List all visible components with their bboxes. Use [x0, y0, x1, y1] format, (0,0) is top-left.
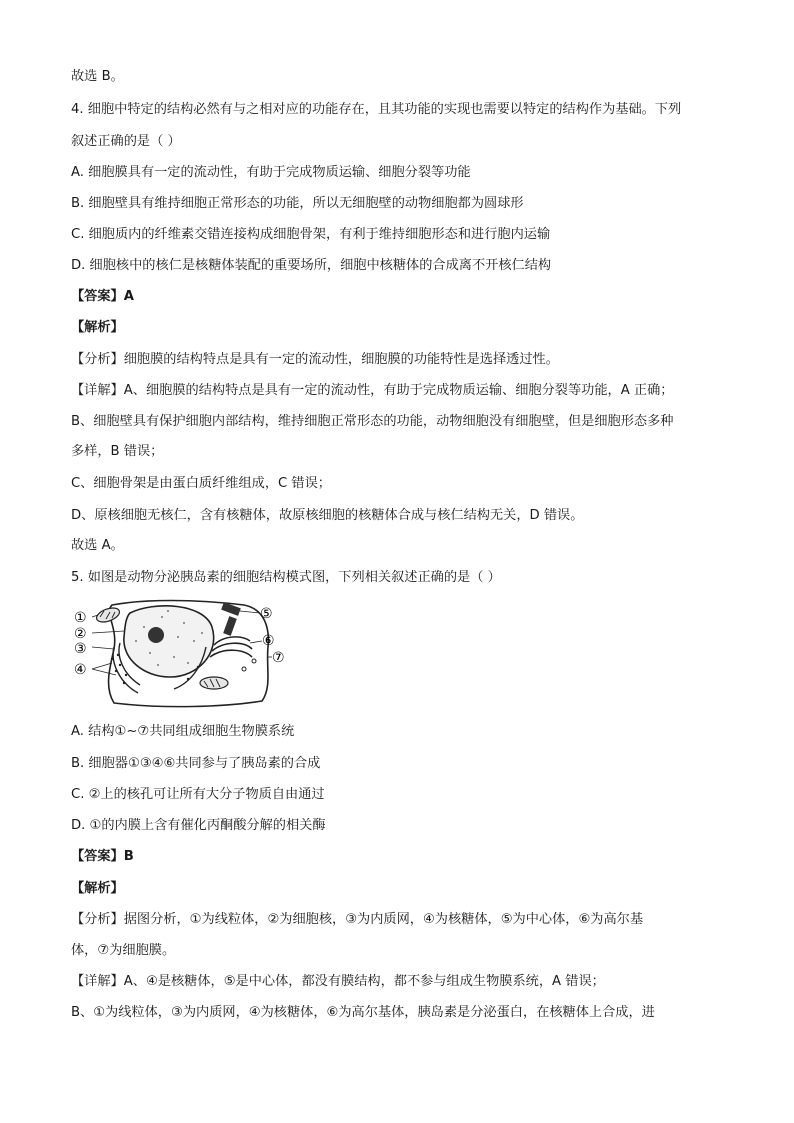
question-4-stem: 4. 细胞中特定的结构必然有与之相对应的功能存在，且其功能的实现也需要以特定的结构作为基础。下列	[71, 102, 682, 117]
label-7: ⑦	[272, 650, 285, 666]
q5-option-d: D. ①的内膜上含有催化丙酮酸分解的相关酶	[71, 818, 326, 833]
detail-text: B、细胞壁具有保护细胞内部结构，维持细胞正常形态的功能，动物细胞没有细胞壁，但是细胞形态多种	[71, 414, 674, 429]
label-4: ④	[74, 662, 87, 678]
detail-text: D、原核细胞无核仁，含有核糖体，故原核细胞的核糖体合成与核仁结构无关，D 错误。	[71, 508, 584, 523]
analysis-label: 【解析】	[71, 881, 124, 896]
cell-structure-figure	[74, 597, 296, 709]
option-a: A. 细胞膜具有一定的流动性，有助于完成物质运输、细胞分裂等功能	[71, 165, 471, 180]
label-2: ②	[74, 626, 87, 642]
detail-text: 多样，B 错误；	[71, 444, 164, 459]
q5-option-b: B. 细胞器①③④⑥共同参与了胰岛素的合成	[71, 756, 321, 771]
detail-text: B、①为线粒体，③为内质网，④为核糖体，⑥为高尔基体，胰岛素是分泌蛋白，在核糖体上合成，进	[71, 1005, 655, 1020]
question-4-stem-cont: 叙述正确的是（ ）	[71, 134, 181, 149]
text-line: 故选 B。	[71, 69, 124, 84]
q5-option-a: A. 结构①~⑦共同组成细胞生物膜系统	[71, 724, 295, 739]
text-line: 故选 A。	[71, 538, 124, 553]
detail-text: 【详解】A、④是核糖体，⑤是中心体，都没有膜结构，都不参与组成生物膜系统，A 错误；	[71, 974, 605, 989]
analysis-label: 【解析】	[71, 320, 124, 335]
answer-label: 【答案】B	[71, 849, 134, 864]
option-c: C. 细胞质内的纤维素交错连接构成细胞骨架，有利于维持细胞形态和进行胞内运输	[71, 227, 551, 242]
analysis-text: 【分析】细胞膜的结构特点是具有一定的流动性，细胞膜的功能特性是选择透过性。	[71, 352, 559, 367]
option-b: B. 细胞壁具有维持细胞正常形态的功能，所以无细胞壁的动物细胞都为圆球形	[71, 196, 524, 211]
analysis-text: 【分析】据图分析，①为线粒体，②为细胞核，③为内质网，④为核糖体，⑤为中心体，⑥为高尔基	[71, 912, 644, 927]
option-d: D. 细胞核中的核仁是核糖体装配的重要场所，细胞中核糖体的合成离不开核仁结构	[71, 258, 552, 273]
label-3: ③	[74, 641, 87, 657]
detail-text: 【详解】A、细胞膜的结构特点是具有一定的流动性，有助于完成物质运输、细胞分裂等功能，A 正确；	[71, 383, 674, 398]
label-1: ①	[74, 610, 87, 626]
answer-label: 【答案】A	[71, 289, 134, 304]
analysis-text: 体，⑦为细胞膜。	[71, 943, 176, 958]
label-6: ⑥	[262, 633, 275, 649]
detail-text: C、细胞骨架是由蛋白质纤维组成，C 错误；	[71, 476, 331, 491]
question-5-stem: 5. 如图是动物分泌胰岛素的细胞结构模式图，下列相关叙述正确的是（ ）	[71, 570, 501, 585]
label-5: ⑤	[260, 606, 273, 622]
q5-option-c: C. ②上的核孔可让所有大分子物质自由通过	[71, 787, 325, 802]
cell-diagram	[74, 597, 296, 709]
